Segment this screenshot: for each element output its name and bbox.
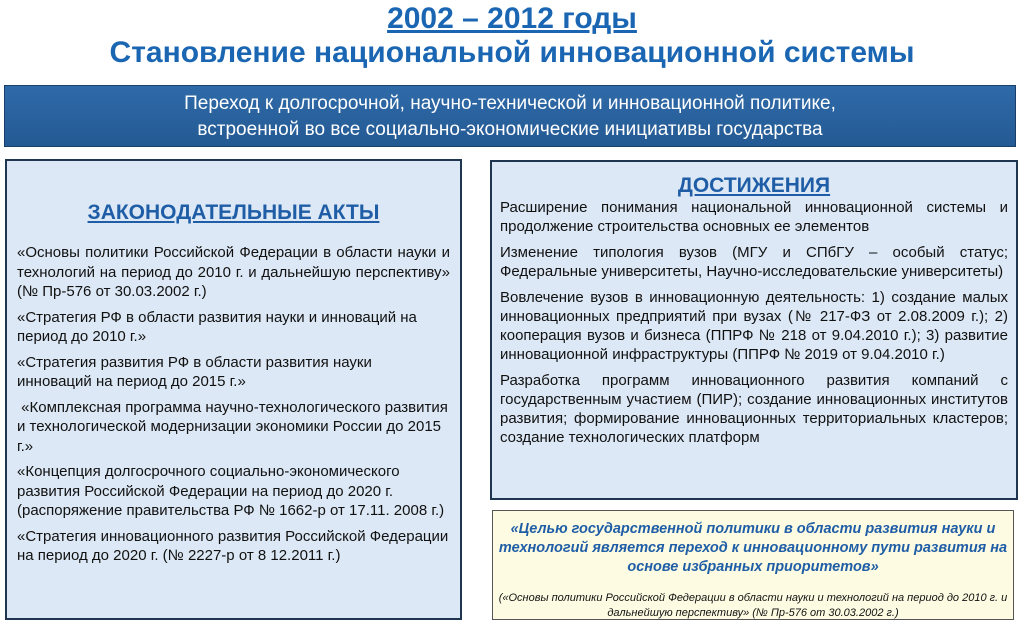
list-item: «Стратегия развития РФ в области развития науки инноваций на период до 2015 г.» <box>17 353 372 390</box>
policy-quote-box <box>492 510 1014 620</box>
list-item: Расширение понимания национальной инновационной системы и продолжение строительства основных ее элементов <box>500 199 1008 235</box>
achievements-panel <box>490 160 1018 500</box>
achievements-heading: ДОСТИЖЕНИЯ <box>677 174 831 197</box>
banner-line: Переход к долгосрочной, научно-технической и инновационной политике, <box>184 93 836 114</box>
list-item: «Комплексная программа научно-технологического развития и технологической модернизации экономики России до 2015 г.» <box>17 398 453 455</box>
legislative-acts-panel <box>5 159 462 620</box>
page-title: Становление национальной инновационной системы <box>109 36 915 69</box>
legislative-acts-heading: ЗАКОНОДАТЕЛЬНЫЕ АКТЫ <box>87 201 380 224</box>
list-item: «Стратегия РФ в области развития науки и инноваций на период до 2010 г.» <box>17 308 417 345</box>
page-title-years: 2002 – 2012 годы <box>387 2 637 35</box>
list-item: «Стратегия инновационного развития Российской Федерации на период до 2020 г. (№ 2227-р от 8 12.2011 г.) <box>17 527 449 564</box>
policy-banner <box>4 85 1016 147</box>
list-item: Вовлечение вузов в инновационную деятельность: 1) создание малых инновационных предприятий при вузах (№ 217-ФЗ от 2.08.2009 г.); 2) кооперация вузов и бизнеса (ППРФ № 218 от 9.04.2010 г.); 3) развитие инновационной инфраструктуры (ППРФ № 2019 от 9.04.2010 г.) <box>500 289 1008 363</box>
list-item: Изменение типология вузов (МГУ и СПбГУ – особый статус; Федеральные университеты, Научно-исследовательские университеты) <box>500 244 1008 280</box>
list-item: «Концепция долгосрочного социально-экономического развития Российской Федерации на период до 2020 г. (распоряжение правительства РФ № 1662-р от 17.11. 2008 г.) <box>17 463 445 519</box>
list-item: «Основы политики Российской Федерации в области науки и технологий на период до 2010 г. и дальнейшую перспективу» (№ Пр-576 от 30.03.2002 г.) <box>17 244 450 300</box>
policy-quote: «Целью государственной политики в области развития науки и технологий является переход к инновационному пути развития на основе избранных приоритетов» <box>498 521 1008 575</box>
list-item: Разработка программ инновационного развития компаний с государственным участием (ПИР); создание инновационных институтов развития; формирование инновационных территориальных кластеров; создание технологических платформ <box>500 372 1008 446</box>
quote-source: («Основы политики Российской Федерации в области науки и технологий на период до 2010 г. и дальнейшую перспективу» (№ Пр-576 от 30.03.2002 г.) <box>498 592 1008 619</box>
banner-line: встроенной во все социально-экономические инициативы государства <box>197 119 823 140</box>
